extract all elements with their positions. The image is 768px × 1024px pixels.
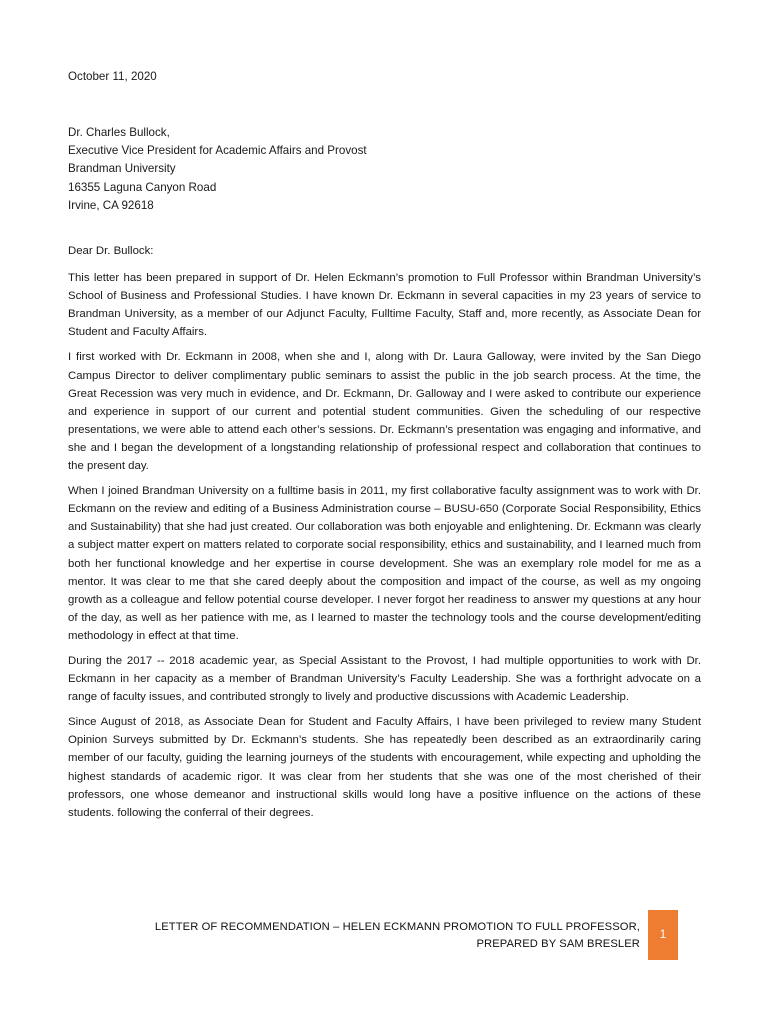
recipient-organization: Brandman University <box>68 162 176 176</box>
page-number-badge: 1 <box>648 910 678 960</box>
footer-title-line2: PREPARED BY SAM BRESLER <box>476 938 640 950</box>
paragraph-student-surveys: Since August of 2018, as Associate Dean for Student and Faculty Affairs, I have been privileged to review many Student Opinion Surveys submitted by Dr. Eckmann’s students. She has repeatedly been described as an extraordinarily caring member of our faculty, guiding the learning journeys of the students with encouragement, while expecting and upholding the highest standards of academic rigor. It was clear from her students that she was one of the most cherished of their professors, one whose demeanor and instructional skills would long have a positive influence on the actions of these students. following the conferral of their degrees. <box>68 716 701 819</box>
salutation: Dear Dr. Bullock: <box>68 245 154 257</box>
paragraph-faculty-leadership: During the 2017 -- 2018 academic year, as Special Assistant to the Provost, I had multiple opportunities to work with Dr. Eckmann in her capacity as a member of Brandman University’s Faculty Leadership. She was a forthright advocate on a range of faculty issues, and contributed strongly to lively and productive discussions with Academic Leadership. <box>68 654 701 704</box>
paragraph-first-collaboration: I first worked with Dr. Eckmann in 2008, when she and I, along with Dr. Laura Galloway, were invited by the San Diego Campus Director to deliver complimentary public seminars to assist the public in the job search process. At the time, the Great Recession was very much in evidence, and Dr. Eckmann, Dr. Galloway and I were asked to contribute our experience and experience in support of our current and potential student communities. Given the scheduling of our respective presentations, we were able to attend each other’s sessions. Dr. Eckmann’s presentation was engaging and informative, and she and I began the development of a longstanding relationship of professional respect and collaboration that continues to the present day. <box>68 351 701 473</box>
recipient-title: Executive Vice President for Academic Affairs and Provost <box>68 144 367 158</box>
page-footer <box>155 919 640 953</box>
recipient-name: Dr. Charles Bullock, <box>68 126 170 139</box>
recipient-address <box>68 124 367 215</box>
recipient-city: Irvine, CA 92618 <box>68 198 154 212</box>
paragraph-introduction: This letter has been prepared in support of Dr. Helen Eckmann’s promotion to Full Professor within Brandman University’s School of Business and Professional Studies. I have known Dr. Eckmann in several capacities in my 23 years of service to Brandman University, as a member of our Adjunct Faculty, Fulltime Faculty, Staff and, more recently, as Associate Dean for Student and Faculty Affairs. <box>68 272 701 339</box>
paragraph-course-development: When I joined Brandman University on a fulltime basis in 2011, my first collaborative faculty assignment was to work with Dr. Eckmann on the review and editing of a Business Administration course – BUSU-650 (Corporate Social Responsibility, Ethics and Sustainability) that she had just created. Our collaboration was both enjoyable and enlightening. Dr. Eckmann was clearly a subject matter expert on matters related to corporate social responsibility, ethics and sustainability, and I learned much from both her functional knowledge and her expertise in course development. She was an exemplary role model for me as a mentor. It was clear to me that she cared deeply about the composition and impact of the course, as well as my ongoing growth as a colleague and fellow potential course developer. I never forgot her readiness to answer my questions at any hour of the day, as well as her patience with me, as I learned to master the technology tools and the course development/editing methodology in effect at that time. <box>68 485 701 642</box>
letter-body <box>68 242 701 829</box>
footer-title-line1: LETTER OF RECOMMENDATION – HELEN ECKMANN PROMOTION TO FULL PROFESSOR, <box>154 921 640 933</box>
letter-date: October 11, 2020 <box>68 70 157 83</box>
recipient-street: 16355 Laguna Canyon Road <box>68 180 217 194</box>
